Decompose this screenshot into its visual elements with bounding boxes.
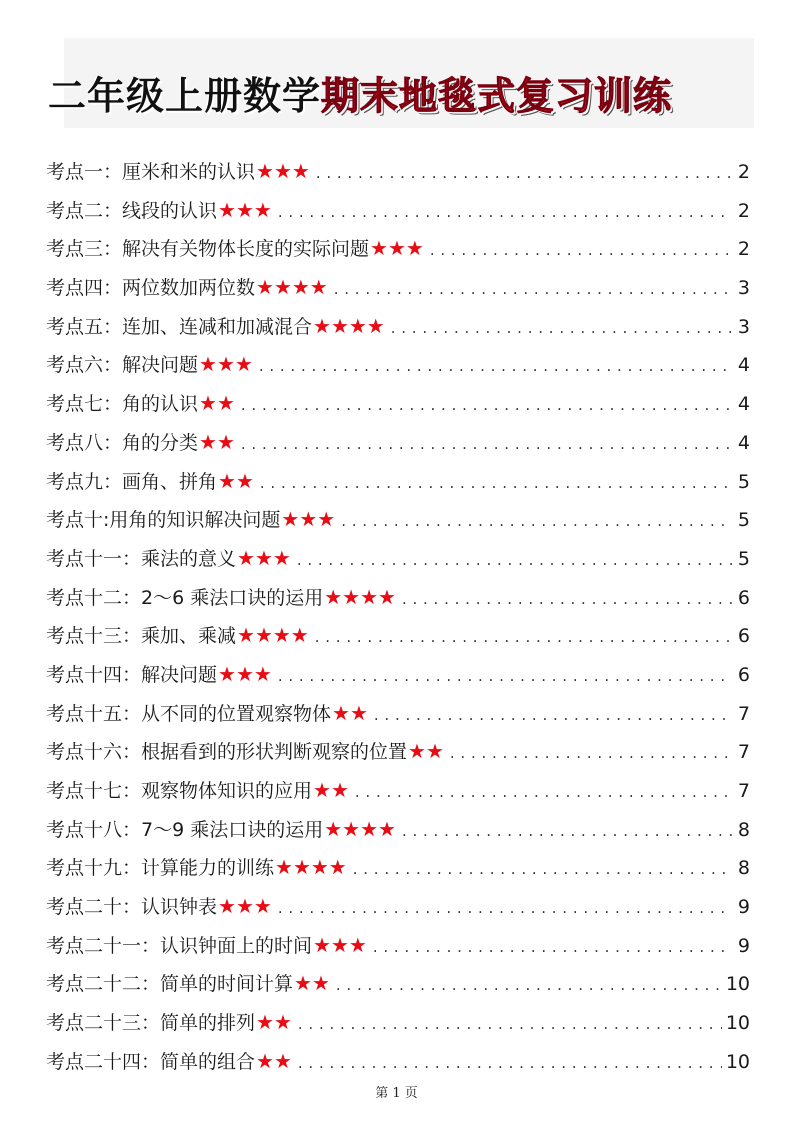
difficulty-stars: ★★★ (313, 932, 367, 957)
toc-entry-label: 考点十八：7～9 乘法口诀的运用 (46, 818, 324, 841)
dot-leader (341, 502, 732, 541)
difficulty-stars: ★★ (256, 1048, 292, 1073)
toc-entry-label: 考点二十二：简单的时间计算 (46, 973, 294, 996)
toc-entry[interactable] (46, 191, 750, 230)
toc-entry-label: 考点十五：从不同的位置观察物体 (46, 702, 332, 725)
dot-leader (315, 618, 732, 657)
difficulty-stars: ★★★ (370, 236, 424, 261)
dot-leader (336, 966, 722, 1005)
difficulty-stars: ★★★★ (313, 313, 385, 338)
toc-page-number: 7 (737, 741, 750, 764)
dot-leader (402, 812, 732, 851)
toc-entry[interactable] (46, 307, 750, 346)
toc-entry[interactable] (46, 539, 750, 578)
table-of-contents (46, 152, 750, 1081)
toc-entry-label: 考点二：线段的认识 (46, 199, 218, 222)
toc-page-number: 4 (737, 393, 750, 416)
toc-entry[interactable] (46, 345, 750, 384)
dot-leader (391, 309, 732, 348)
toc-page-number: 4 (737, 431, 750, 454)
toc-page-number: 5 (737, 547, 750, 570)
dot-leader (259, 347, 732, 386)
difficulty-stars: ★★★ (199, 352, 253, 377)
dot-leader (278, 657, 732, 696)
toc-entry-label: 考点六：解决问题 (46, 354, 199, 377)
toc-entry[interactable] (46, 655, 750, 694)
difficulty-stars: ★★ (408, 739, 444, 764)
difficulty-stars: ★★★★ (237, 623, 309, 648)
toc-entry-label: 考点十:用角的知识解决问题 (46, 509, 281, 532)
dot-leader (450, 734, 732, 773)
difficulty-stars: ★★★★ (256, 275, 328, 300)
toc-entry-label: 考点十三：乘加、乘减 (46, 625, 237, 648)
toc-page-number: 6 (737, 625, 750, 648)
toc-page-number: 7 (737, 780, 750, 802)
toc-entry[interactable] (46, 694, 750, 733)
page-footer: 第 1 页 (375, 1086, 418, 1101)
toc-page-number: 9 (737, 934, 750, 957)
dot-leader (241, 425, 732, 464)
dot-leader (430, 231, 732, 270)
difficulty-stars: ★★★ (218, 661, 272, 686)
toc-entry-label: 考点十一：乘法的意义 (46, 547, 237, 570)
toc-entry[interactable] (46, 810, 750, 849)
toc-entry[interactable] (46, 1042, 750, 1081)
difficulty-stars: ★★★ (218, 894, 272, 919)
title-part-grade: 二年级上册数学 (48, 74, 322, 118)
dot-leader (402, 580, 732, 619)
toc-entry-label: 考点十六：根据看到的形状判断观察的位置 (46, 741, 408, 764)
toc-entry[interactable] (46, 848, 750, 887)
difficulty-stars: ★★ (199, 429, 235, 454)
toc-page-number: 8 (737, 818, 750, 841)
toc-entry-label: 考点十九：计算能力的训练 (46, 857, 275, 880)
toc-page-number: 5 (737, 470, 750, 493)
toc-entry-label: 考点十七：观察物体知识的应用 (46, 780, 313, 802)
dot-leader (316, 154, 732, 193)
toc-page-number: 4 (737, 354, 750, 377)
difficulty-stars: ★★★ (218, 197, 272, 222)
toc-page-number: 10 (725, 1012, 750, 1035)
difficulty-stars: ★★★★ (324, 584, 396, 609)
toc-entry-label: 考点一：厘米和米的认识 (46, 161, 256, 183)
toc-entry-label: 考点十四：解决问题 (46, 663, 218, 686)
toc-entry[interactable] (46, 578, 750, 617)
difficulty-stars: ★★ (199, 391, 235, 416)
difficulty-stars: ★★ (294, 971, 330, 996)
toc-entry-label: 考点八：角的分类 (46, 431, 199, 454)
dot-leader (297, 541, 732, 580)
toc-page-number: 6 (737, 586, 750, 609)
difficulty-stars: ★★ (218, 468, 254, 493)
toc-entry[interactable] (46, 500, 750, 539)
dot-leader (353, 850, 732, 889)
title-part-review: 期末地毯式复习训练 (321, 74, 673, 118)
toc-entry-label: 考点十二：2～6 乘法口诀的运用 (46, 586, 324, 609)
toc-page-number: 10 (725, 1050, 750, 1073)
difficulty-stars: ★★★★ (324, 816, 396, 841)
difficulty-stars: ★★★★ (275, 855, 347, 880)
toc-entry[interactable] (46, 462, 750, 501)
toc-entry-label: 考点五：连加、连减和加减混合 (46, 315, 313, 338)
dot-leader (241, 386, 732, 425)
difficulty-stars: ★★ (313, 778, 349, 802)
dot-leader (374, 696, 732, 735)
toc-entry-label: 考点二十一：认识钟面上的时间 (46, 934, 313, 957)
page-title (48, 66, 748, 126)
toc-entry[interactable] (46, 926, 750, 965)
difficulty-stars: ★★★ (256, 159, 310, 183)
toc-entry[interactable] (46, 964, 750, 1003)
toc-entry-label: 考点二十四：简单的组合 (46, 1050, 256, 1073)
dot-leader (278, 889, 732, 928)
dot-leader (355, 773, 732, 812)
difficulty-stars: ★★★ (237, 545, 291, 570)
toc-page-number: 7 (737, 702, 750, 725)
toc-page-number: 5 (737, 509, 750, 532)
dot-leader (334, 270, 732, 309)
dot-leader (260, 464, 732, 503)
toc-entry[interactable] (46, 384, 750, 423)
dot-leader (278, 193, 732, 232)
toc-page-number: 3 (737, 277, 750, 300)
toc-entry[interactable] (46, 1003, 750, 1042)
toc-entry[interactable] (46, 423, 750, 462)
toc-entry-label: 考点三：解决有关物体长度的实际问题 (46, 238, 370, 261)
dot-leader (298, 1005, 722, 1044)
difficulty-stars: ★★ (332, 700, 368, 725)
toc-entry-label: 考点七：角的认识 (46, 393, 199, 416)
toc-page-number: 2 (737, 199, 750, 222)
toc-page-number: 8 (737, 857, 750, 880)
toc-entry-label: 考点二十三：简单的排列 (46, 1012, 256, 1035)
toc-entry[interactable] (46, 887, 750, 926)
toc-page-number: 2 (737, 161, 750, 183)
toc-entry-label: 考点九：画角、拼角 (46, 470, 218, 493)
toc-page-number: 6 (737, 663, 750, 686)
toc-page-number: 3 (737, 315, 750, 338)
difficulty-stars: ★★ (256, 1010, 292, 1035)
dot-leader (298, 1044, 722, 1083)
toc-entry[interactable] (46, 771, 750, 810)
difficulty-stars: ★★★ (281, 507, 336, 532)
toc-entry[interactable] (46, 616, 750, 655)
toc-page-number: 9 (737, 896, 750, 919)
dot-leader (373, 928, 732, 967)
toc-page-number: 2 (737, 238, 750, 261)
toc-entry[interactable] (46, 268, 750, 307)
toc-entry-label: 考点二十：认识钟表 (46, 896, 218, 919)
toc-entry-label: 考点四：两位数加两位数 (46, 277, 256, 300)
toc-entry[interactable] (46, 152, 750, 191)
toc-entry[interactable] (46, 732, 750, 771)
toc-page-number: 10 (725, 973, 750, 996)
toc-entry[interactable] (46, 229, 750, 268)
